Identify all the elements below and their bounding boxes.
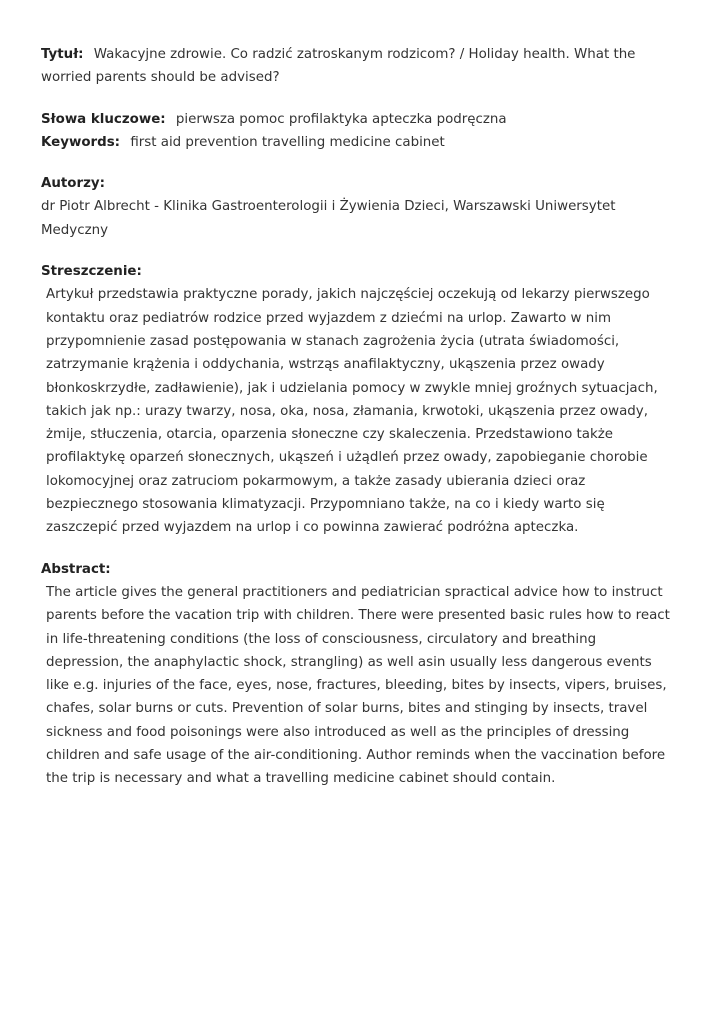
keywords-pl-value: pierwsza pomoc profilaktyka apteczka podręczna (175, 111, 507, 127)
abstract-pl-text: Artykuł przedstawia praktyczne porady, jakich najczęściej oczekują od lekarzy pierwszego kontaktu oraz pediatrów rodzice przed wyjazdem z dziećmi na urlop. Zawarto w nim przypomnienie zasad postępowania w stanach zagrożenia życia (utrata świadomości, zatrzymanie krążenia i oddychania, wstrząs anafilaktyczny, ukąszenia przez owady błonkoskrzydłe, zadławienie), jak i udzielania pomocy w zwykle mniej groźnych sytuacjach, takich jak np.: urazy twarzy, nosa, oka, nosa, złamania, krwotoki, ukąszenia przez owady, żmije, stłuczenia, otarcia, oparzenia słoneczne czy skaleczenia. Przedstawiono także profilaktykę oparzeń słonecznych, ukąszeń i użądleń przez owady, zapobieganie chorobie lokomocyjnej oraz zatruciom pokarmowym, a także zasady ubierania dzieci oraz bezpiecznego stosowania klimatyzacji. Przypomniano także, na co i kiedy warto się zaszczepić przed wyjazdem na urlop i co powinna zawierać podróżna apteczka. (46, 287, 658, 536)
authors-value: dr Piotr Albrecht - Klinika Gastroenterologii i Żywienia Dzieci, Warszawski Uniwersytet Medyczny (41, 199, 616, 238)
abstract-en-text: The article gives the general practitioners and pediatrician spractical advice how to instruct parents before the vacation trip with children. There were presented basic rules how to react in life-threatening conditions (the loss of consciousness, circulatory and breathing depression, the anaphylactic shock, strangling) as well asin usually less dangerous events like e.g. injuries of the face, eyes, nose, fractures, bleeding, bites by insects, vipers, bruises, chafes, solar burns or cuts. Prevention of solar burns, bites and stinging by insects, travel sickness and food poisonings were also introduced as well as the principles of dressing children and safe usage of the air-conditioning. Author reminds when the vaccination before the trip is necessary and what a travelling medicine cabinet should contain. (46, 584, 670, 787)
keywords-pl-field (41, 108, 685, 131)
keywords-en-label: Keywords: (41, 134, 121, 150)
keywords-en-value: first aid prevention travelling medicine cabinet (130, 134, 445, 150)
keywords-en-field (41, 131, 685, 154)
authors-heading: Autorzy: (41, 176, 105, 192)
keywords-pl-label: Słowa kluczowe: (41, 111, 166, 127)
title-label: Tytuł: (41, 47, 84, 62)
title-field (41, 43, 685, 90)
title-value: Wakacyjne zdrowie. Co radzić zatroskanym rodzicom? / Holiday health. What the worried parents should be advised? (41, 47, 636, 86)
abstract-pl-heading: Streszczenie: (41, 264, 142, 280)
abstract-en-heading: Abstract: (41, 561, 111, 577)
